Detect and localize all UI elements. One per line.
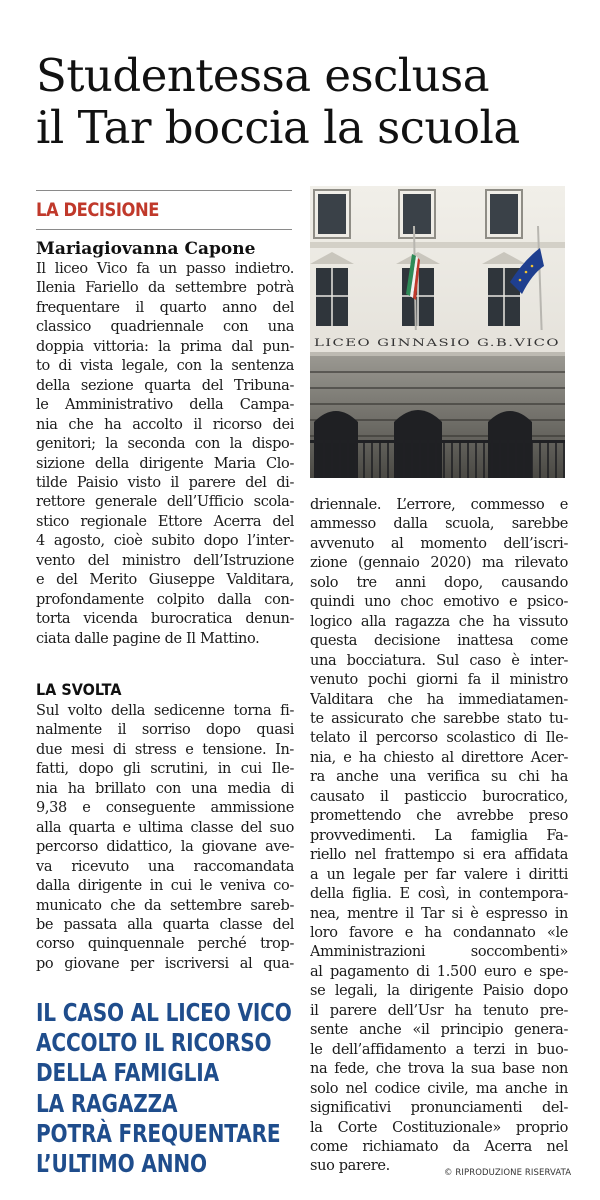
body-text-line: 9,38 e conseguente ammissione <box>36 800 294 817</box>
body-text-line: stico regionale Ettore Acerra del <box>36 513 294 530</box>
body-text-line: classico quadriennale con una <box>36 319 294 336</box>
body-text-line: solo tre anni dopo, causando <box>310 574 568 591</box>
body-text-line: le Amministrativo della Campa- <box>36 397 294 414</box>
body-text-line: frequentare il quarto anno del <box>36 299 294 316</box>
body-text-line: genitori; la seconda con la dispo- <box>36 436 294 453</box>
headline-line-1: Studentessa esclusa <box>36 49 490 102</box>
body-text-line: significativi pronunciamenti del- <box>310 1100 568 1117</box>
body-text-line: rettore generale dell’Ufficio scola- <box>36 494 294 511</box>
body-text-line: venuto pochi giorni fa il ministro <box>310 672 568 689</box>
body-text-line: avvenuto al momento dell’iscri- <box>310 535 568 552</box>
body-text-line: torta vicenda burocratica denun- <box>36 611 294 628</box>
section-kicker: LA DECISIONE <box>36 199 159 221</box>
body-text-line: provvedimenti. La famiglia Fa- <box>310 827 568 844</box>
body-text-line: driennale. L’errore, commesso e <box>310 497 568 513</box>
body-text-line: al pagamento di 1.500 euro e spe- <box>310 963 568 980</box>
paragraph-svolta-part-2 <box>310 496 568 1177</box>
body-text-line: come richiamato da Acerra nel <box>310 1138 568 1155</box>
body-text-line: la Corte Costituzionale» proprio <box>310 1119 568 1136</box>
school-facade-photo <box>310 186 565 478</box>
body-text-line: Valditara che ha immediatamen- <box>310 691 568 708</box>
body-text-line: nia, e ha chiesto al direttore Acer- <box>310 749 568 766</box>
body-text-line: a un legale per far valere i diritti <box>310 866 568 883</box>
body-text-line: municato che da settembre sareb- <box>36 897 294 914</box>
pull-quote-line: L’ULTIMO ANNO <box>36 1149 207 1179</box>
body-text-line: e del Merito Giuseppe Valditara, <box>36 572 294 589</box>
body-text-line: dalla dirigente in cui le veniva co- <box>36 878 294 895</box>
body-text-line: ammesso dalla scuola, sarebbe <box>310 516 568 533</box>
body-text-line: causato il pasticcio burocratico, <box>310 788 568 805</box>
pull-quote-line: IL CASO AL LICEO VICO <box>36 998 292 1027</box>
body-text-line: te assicurato che sarebbe stato tu- <box>310 710 568 727</box>
body-text-line: to di vista legale, con la sentenza <box>36 358 294 375</box>
body-text-line: ciata dalle pagine de Il Mattino. <box>36 630 260 647</box>
body-text-line: nea, mentre il Tar si è espresso in <box>310 905 568 922</box>
divider-top <box>36 190 292 191</box>
body-text-line: alla quarta e ultima classe del suo <box>36 819 294 836</box>
body-column-1-bottom <box>36 702 294 974</box>
body-text-line: della sezione quarta del Tribuna- <box>36 377 294 394</box>
body-text-line: il parere dell’Usr ha tenuto pre- <box>310 1002 568 1019</box>
body-text-line: riello nel frattempo si era affidata <box>310 847 568 864</box>
pull-quote-line: POTRÀ FREQUENTARE <box>36 1118 281 1148</box>
body-text-line: ra anche una verifica su chi ha <box>310 769 568 786</box>
body-text-line: sente anche «il principio genera- <box>310 1022 568 1039</box>
body-text-line: na fede, che trova la sua base non <box>310 1061 568 1078</box>
facade-inscription: LICEO GINNASIO G.B.VICO <box>314 337 560 349</box>
body-text-line: quindi uno choc emotivo e psico- <box>310 594 568 611</box>
body-text-line: be passata alla quarta classe del <box>36 916 294 933</box>
body-text-line: due mesi di stress e tensione. In- <box>36 741 294 758</box>
body-text-line: le dell’affidamento a terzi in buo- <box>310 1041 568 1058</box>
body-text-line: questa decisione inattesa come <box>310 633 568 650</box>
body-text-line: percorso didattico, la giovane ave- <box>36 839 294 856</box>
body-text-line: tilde Paisio visto il parere del di- <box>36 474 294 491</box>
body-text-line: una bocciatura. Sul caso è inter- <box>310 652 568 669</box>
body-text-line: loro favore e ha condannato «le <box>310 924 568 941</box>
pull-quote <box>36 998 292 1179</box>
pull-quote-line: DELLA FAMIGLIA <box>36 1058 220 1088</box>
body-text-line: zione (gennaio 2020) ma rilevato <box>310 555 568 572</box>
body-text-line: po giovane per iscriversi al qua- <box>36 955 294 972</box>
body-text-line: Il liceo Vico fa un passo indietro. <box>36 261 294 277</box>
body-text-line: corso quinquennale perché trop- <box>36 936 294 953</box>
author-byline: Mariagiovanna Capone <box>36 239 256 259</box>
body-text-line: profondamente colpito dalla con- <box>36 591 294 608</box>
body-text-line: doppia vittoria: la prima dal pun- <box>36 338 294 355</box>
body-text-line: 4 agosto, cioè subito dopo l’inter- <box>36 533 294 550</box>
body-text-line: telato il percorso scolastico di Ile- <box>310 730 568 747</box>
body-text-line: della figlia. E così, in contempora- <box>310 886 568 903</box>
school-facade-illustration <box>310 186 565 478</box>
headline <box>36 50 576 154</box>
body-text-line: va ricevuto una raccomandata <box>36 858 294 875</box>
body-column-2 <box>310 496 568 1177</box>
body-text-line: fatti, dopo gli scrutini, in cui Ile- <box>36 761 294 778</box>
body-text-line: promettendo che avrebbe preso <box>310 808 568 825</box>
body-text-line: Amministrazioni soccombenti» <box>310 944 568 961</box>
body-column-1-top <box>36 260 294 649</box>
divider-kicker <box>36 229 292 230</box>
headline-line-2: il Tar boccia la scuola <box>36 101 520 154</box>
body-text-line: sizione della dirigente Maria Clo- <box>36 455 294 472</box>
body-text-line: se legali, la dirigente Paisio dopo <box>310 983 568 1000</box>
pull-quote-line: ACCOLTO IL RICORSO <box>36 1028 272 1058</box>
body-text-line: suo parere. <box>310 1158 390 1175</box>
body-text-line: solo nel codice civile, ma anche in <box>310 1080 568 1097</box>
body-text-line: nia che ha accolto il ricorso dei <box>36 416 294 433</box>
paragraph-intro <box>36 260 294 649</box>
body-text-line: Sul volto della sedicenne torna fi- <box>36 703 294 719</box>
body-text-line: vento del ministro dell’Istruzione <box>36 552 294 569</box>
body-text-line: nia ha brillato con una media di <box>36 780 294 797</box>
paragraph-svolta-part-1 <box>36 702 294 974</box>
body-text-line: nalmente il sorriso dopo quasi <box>36 722 294 739</box>
copyright-notice: © RIPRODUZIONE RISERVATA <box>444 1168 572 1178</box>
body-text-line: logico alla ragazza che ha vissuto <box>310 613 568 630</box>
body-text-line: Ilenia Fariello da settembre potrà <box>36 280 294 297</box>
subhead-la-svolta: LA SVOLTA <box>36 680 122 699</box>
pull-quote-line: LA RAGAZZA <box>36 1088 178 1118</box>
